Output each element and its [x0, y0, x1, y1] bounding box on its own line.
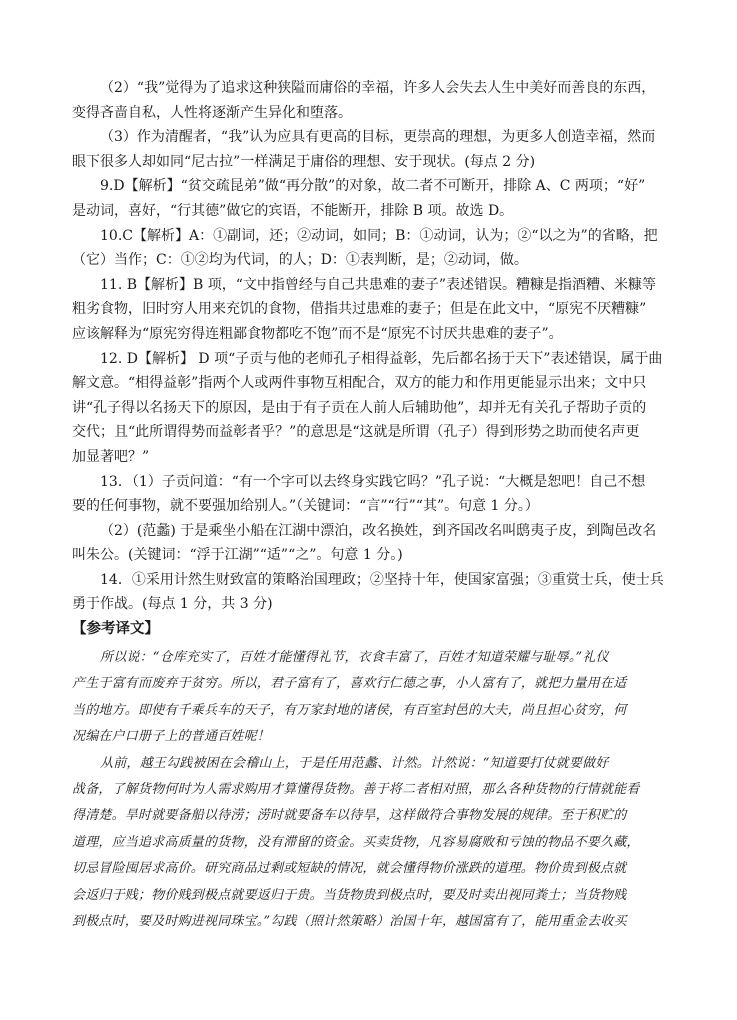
translation-line: 从前，越王勾践被困在会稽山上，于是任用范蠡、计然。计然说：“知道要打仗就要做好: [100, 755, 609, 771]
translation-paragraph-t2: [72, 751, 667, 936]
answer-line: 交代；且“此所谓得势而益彰者乎？”的意思是“这就是所谓（孔子）得到形势之助而使名声更: [72, 424, 640, 441]
translation-line: 得清楚。旱时就要备船以待涝；涝时就要备车以待旱，这样做符合事物发展的规律。至于积贮的: [72, 808, 627, 824]
answer-line: 讲“孔子得以名扬天下的原因，是由于有子贡在人前人后辅助他”，却并无有关孔子帮助子贡的: [72, 399, 647, 416]
answer-paragraph-q10: [72, 224, 667, 273]
reference-translation-heading: 【参考译文】: [72, 621, 159, 638]
translation-line: 道理，应当追求高质量的货物，没有滞留的资金。买卖货物，凡容易腐败和亏蚀的物品不要久藏，: [72, 834, 640, 850]
answer-paragraph-a3: [72, 125, 667, 174]
answer-paragraph-q13a: [72, 470, 667, 519]
answer-line: 粗劣食物，旧时穷人用来充饥的食物，借指共过患难的妻子；但是在此文中，“原宪不厌糟糠”: [72, 301, 647, 318]
translation-paragraph-t1: [72, 645, 667, 751]
answer-line: 13．（1）子贡问道：“有一个字可以去终身实践它吗？”孔子说：“大概是恕吧！自己不想: [100, 473, 646, 490]
answer-paragraph-q11: [72, 273, 667, 347]
answer-line: 眼下很多人却如同“尼古拉”一样满足于庸俗的理想、安于现状。(每点 2 分): [72, 153, 536, 170]
answer-line: 叫朱公。(关键词：“浮于江湖”“适”“之”。句意 1 分。): [72, 547, 403, 564]
answer-line: 10.C【解析】A：①副词，还；②动词，如同；B：①动词，认为；②“以之为”的省略，把: [100, 227, 658, 244]
answer-line: 9.D【解析】“贫交疏昆弟”做“再分散”的对象，故二者不可断开，排除 A、C 两项；“好”: [100, 178, 646, 195]
answer-paragraph-q14: [72, 568, 667, 617]
content-column: [72, 76, 667, 935]
answer-line: 加显著吧？”: [72, 448, 150, 465]
translation-line: 战备，了解货物何时为人需求购用才算懂得货物。善于将二者相对照，那么各种货物的行情就能看: [72, 782, 640, 798]
answer-line: 要的任何事物，就不要强加给别人。”（关键词：“言”“行”“其”。句意 1 分。）: [72, 498, 539, 515]
answer-paragraph-a2: [72, 76, 667, 125]
answer-line: （3）作为清醒者，“我”认为应具有更高的目标，更崇高的理想，为更多人创造幸福，然而: [100, 129, 656, 146]
answer-line: （2）(范蠡) 于是乘坐小船在江湖中漂泊，改名换姓，到齐国改名叫鸱夷子皮，到陶邑改名: [100, 522, 657, 539]
answer-line: 是动词，喜好，“行其德”做它的宾语，不能断开，排除 B 项。故选 D。: [72, 202, 514, 219]
translation-line: 切忌冒险囤居求高价。研究商品过剩或短缺的情况，就会懂得物价涨跌的道理。物价贵到极点就: [72, 861, 627, 877]
translation-line: 所以说：“仓库充实了，百姓才能懂得礼节，衣食丰富了，百姓才知道荣耀与耻辱。”礼仪: [100, 650, 609, 666]
answer-line: （2）“我”觉得为了追求这种狭隘而庸俗的幸福，许多人会失去人生中美好而善良的东西，: [100, 80, 656, 96]
translation-section: [72, 645, 667, 935]
answer-line: 变得吝啬自私，人性将逐渐产生异化和堕落。: [72, 104, 352, 121]
answer-line: 勇于作战。(每点 1 分，共 3 分): [72, 596, 273, 613]
answer-line: 应该解释为“原宪穷得连粗鄙食物都吃不饱”而不是“原宪不讨厌共患难的妻子”。: [72, 325, 563, 342]
answer-line: 11. B【解析】B 项，“文中指曾经与自己共患难的妻子”表述错误。糟糠是指酒糟、米糠等: [100, 276, 657, 293]
translation-line: 况编在户口册子上的普通百姓呢！: [72, 729, 271, 745]
translation-line: 会返归于贱；物价贱到极点就要返归于贵。当货物贵到极点时，要及时卖出视同粪土；当货物贱: [72, 887, 627, 903]
answer-line: 14．①采用计然生财致富的策略治国理政；②坚持十年，使国家富强；③重赏士兵，使士兵: [100, 571, 664, 588]
answer-paragraph-q13b: [72, 519, 667, 568]
translation-line: 到极点时，要及时购进视同珠宝。”勾践（照计然策略）治国十年，越国富有了，能用重金去收买: [72, 913, 627, 929]
answer-paragraph-q9: [72, 174, 667, 223]
answer-paragraph-q12: [72, 347, 667, 470]
answer-line: 12. D【解析】 D 项“子贡与他的老师孔子相得益彰，先后都名扬于天下”表述错误，属于曲: [100, 350, 663, 367]
answer-section: [72, 76, 667, 617]
translation-line: 产生于富有而废弃于贫穷。所以，君子富有了，喜欢行仁德之事，小人富有了，就把力量用在适: [72, 676, 627, 692]
translation-line: 当的地方。即使有千乘兵车的天子，有万家封地的诸侯，有百室封邑的大夫，尚且担心贫穷，何: [72, 702, 627, 718]
answer-line: （它）当作；C：①②均为代词，的人；D：①表判断，是；②动词，做。: [72, 252, 528, 269]
answer-line: 解文意。“相得益彰”指两个人或两件事物互相配合，双方的能力和作用更能显示出来；文中只: [72, 375, 647, 392]
